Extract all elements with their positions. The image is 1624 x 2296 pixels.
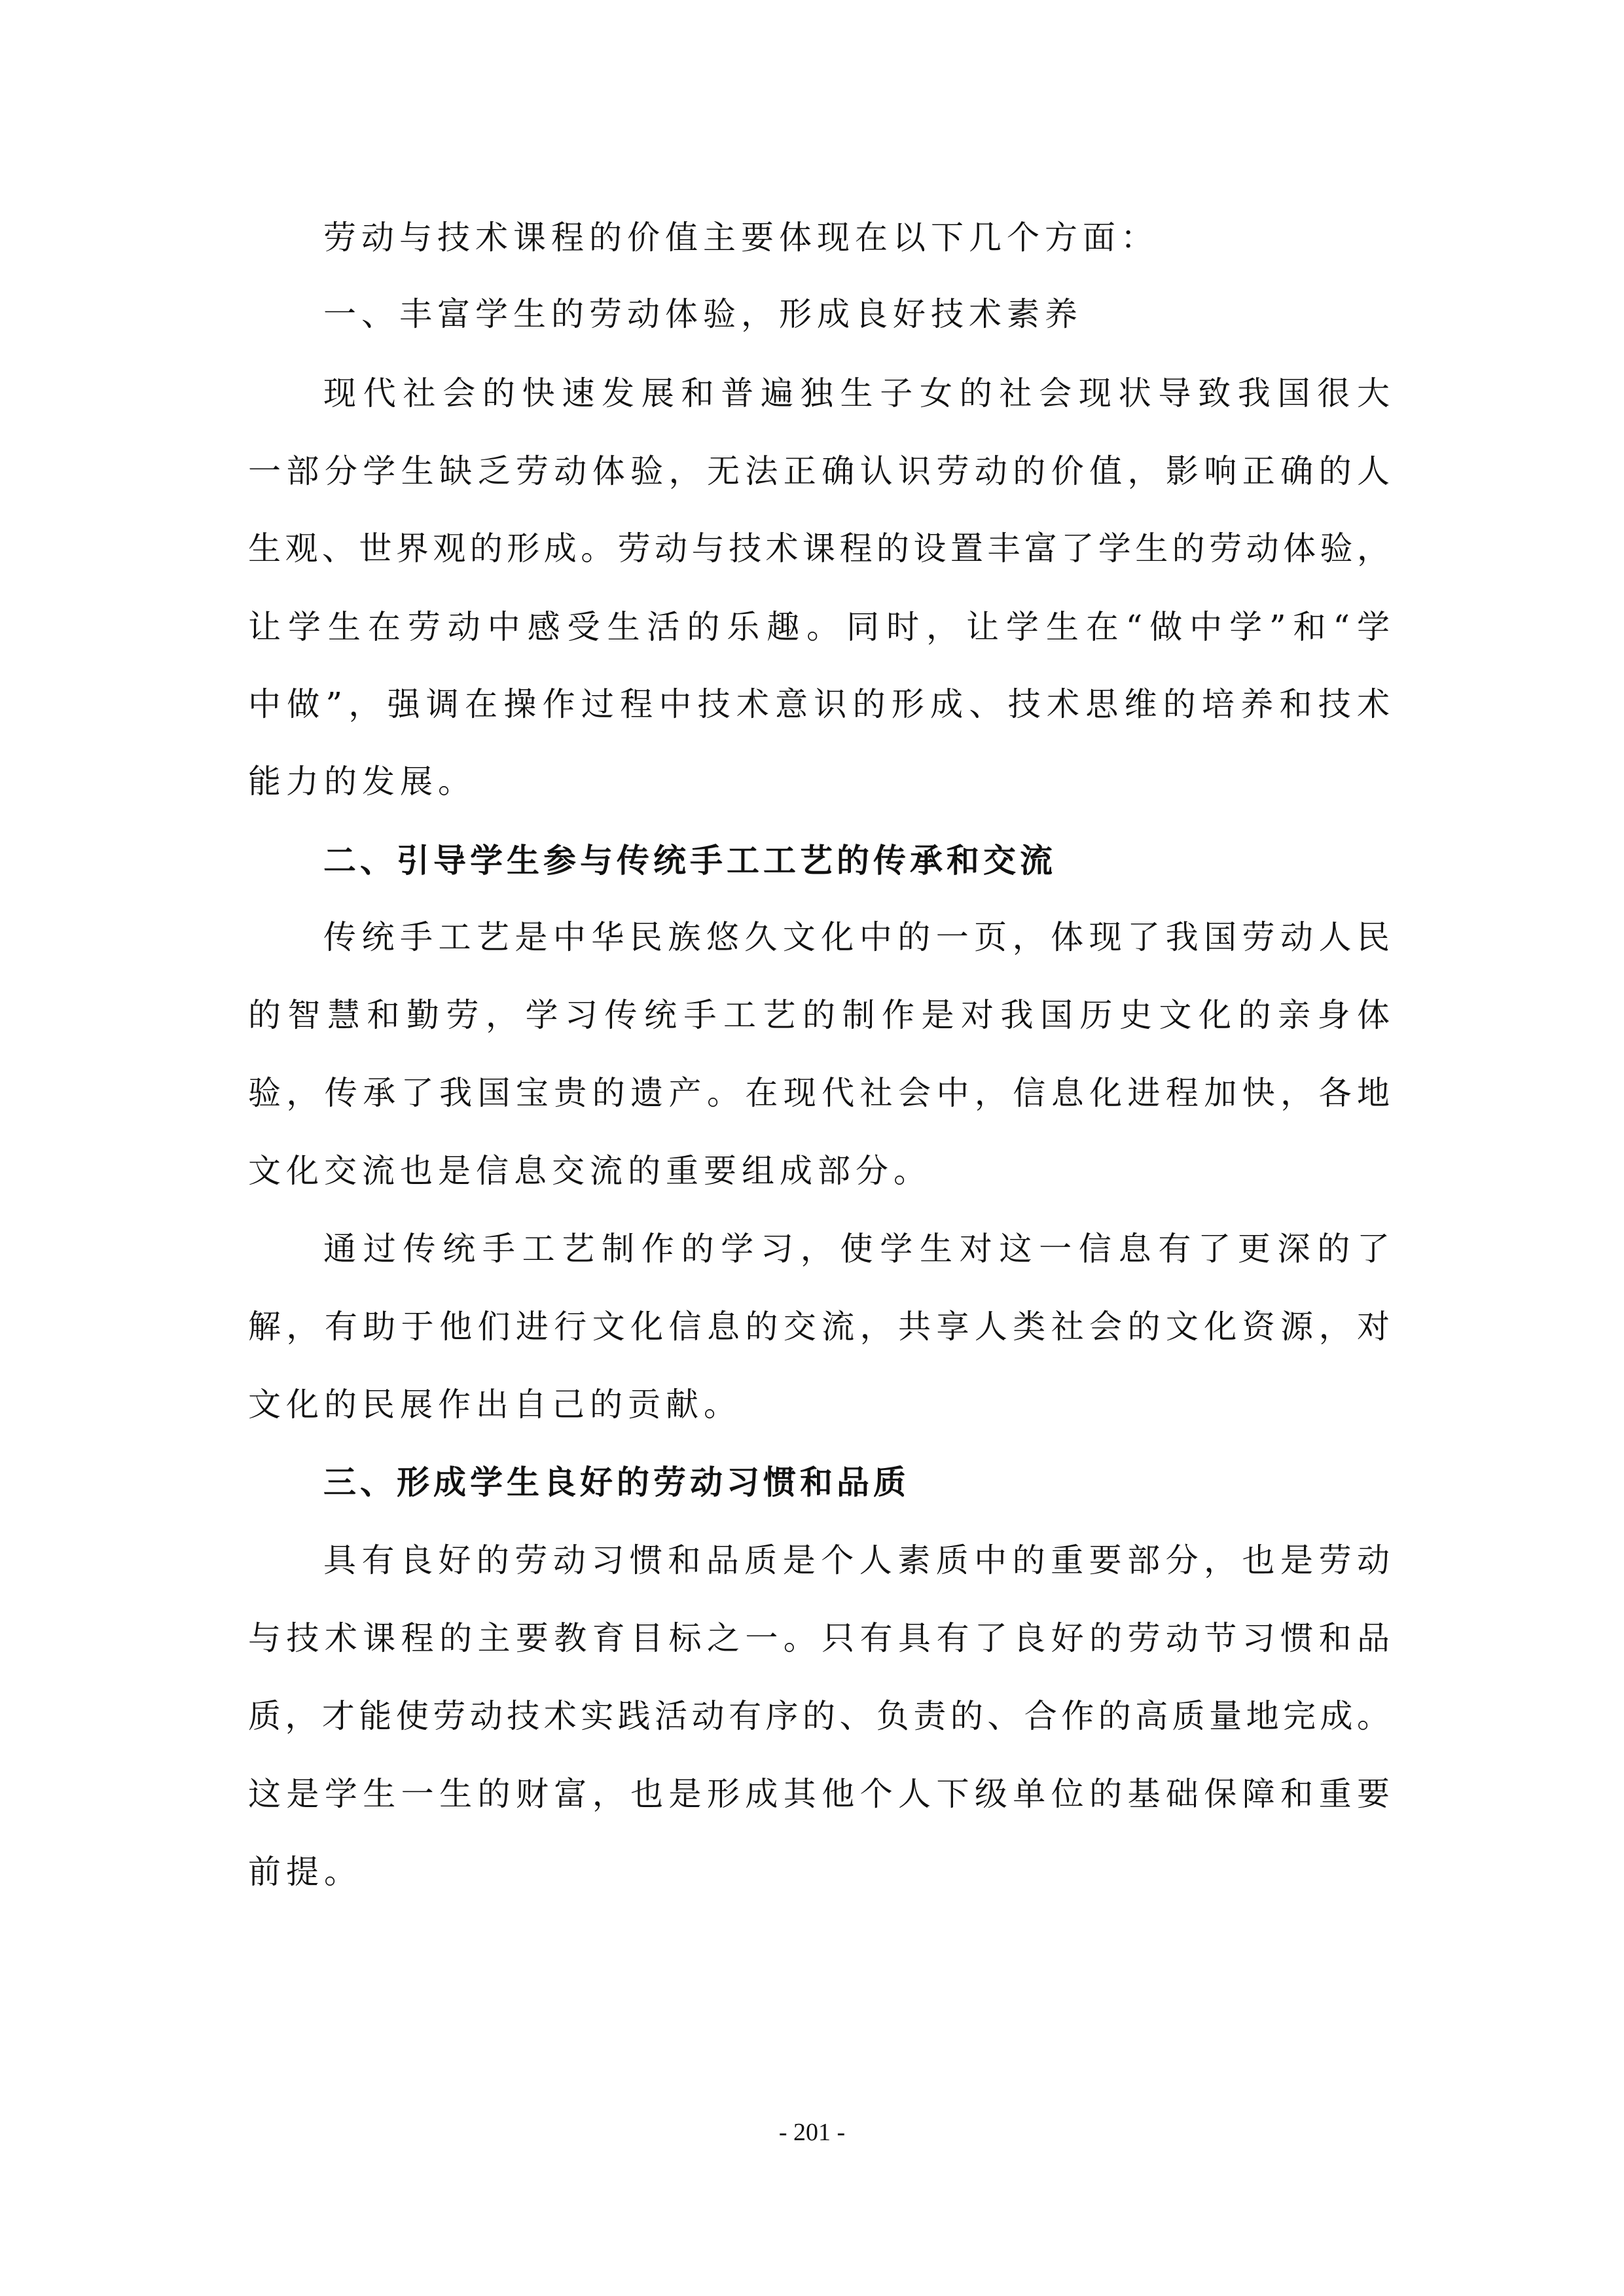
paragraph-line: 解，有助于他们进行文化信息的交流，共享人类社会的文化资源，对 (248, 1308, 1390, 1346)
paragraph-line: 传统手工艺是中华民族悠久文化中的一页，体现了我国劳动人民 (323, 918, 1390, 956)
paragraph-line: 让学生在劳动中感受生活的乐趣。同时，让学生在“做中学”和“学 (248, 608, 1390, 646)
paragraph-line: 与技术课程的主要教育目标之一。只有具有了良好的劳动节习惯和品 (248, 1619, 1390, 1657)
paragraph-line: 文化的民展作出自己的贡献。 (248, 1386, 742, 1424)
paragraph-line: 具有良好的劳动习惯和品质是个人素质中的重要部分，也是劳动 (323, 1541, 1390, 1579)
paragraph-line: 质，才能使劳动技术实践活动有序的、负责的、合作的高质量地完成。 (248, 1697, 1390, 1735)
paragraph-line: 现代社会的快速发展和普遍独生子女的社会现状导致我国很大 (323, 374, 1390, 412)
paragraph-line: 的智慧和勤劳，学习传统手工艺的制作是对我国历史文化的亲身体 (248, 996, 1390, 1034)
paragraph-line: 通过传统手工艺制作的学习，使学生对这一信息有了更深的了 (323, 1230, 1390, 1268)
paragraph-line: 验，传承了我国宝贵的遗产。在现代社会中，信息化进程加快，各地 (248, 1074, 1390, 1112)
intro-line: 劳动与技术课程的价值主要体现在以下几个方面： (323, 219, 1159, 257)
paragraph-line: 中做”，强调在操作过程中技术意识的形成、技术思维的培养和技术 (248, 685, 1390, 723)
paragraph-line: 能力的发展。 (248, 762, 476, 800)
paragraph-line: 一部分学生缺乏劳动体验，无法正确认识劳动的价值，影响正确的人 (248, 452, 1390, 490)
page-number: - 201 - (778, 2119, 846, 2146)
section-heading-2: 二、引导学生参与传统手工工艺的传承和交流 (323, 842, 1056, 880)
section-heading-1: 一、丰富学生的劳动体验，形成良好技术素养 (323, 295, 1083, 333)
section-heading-3: 三、形成学生良好的劳动习惯和品质 (323, 1463, 910, 1501)
paragraph-line: 生观、世界观的形成。劳动与技术课程的设置丰富了学生的劳动体验， (248, 529, 1390, 567)
paragraph-line: 文化交流也是信息交流的重要组成部分。 (248, 1152, 931, 1190)
paragraph-line: 前提。 (248, 1853, 362, 1891)
paragraph-line: 这是学生一生的财富，也是形成其他个人下级单位的基础保障和重要 (248, 1775, 1390, 1813)
